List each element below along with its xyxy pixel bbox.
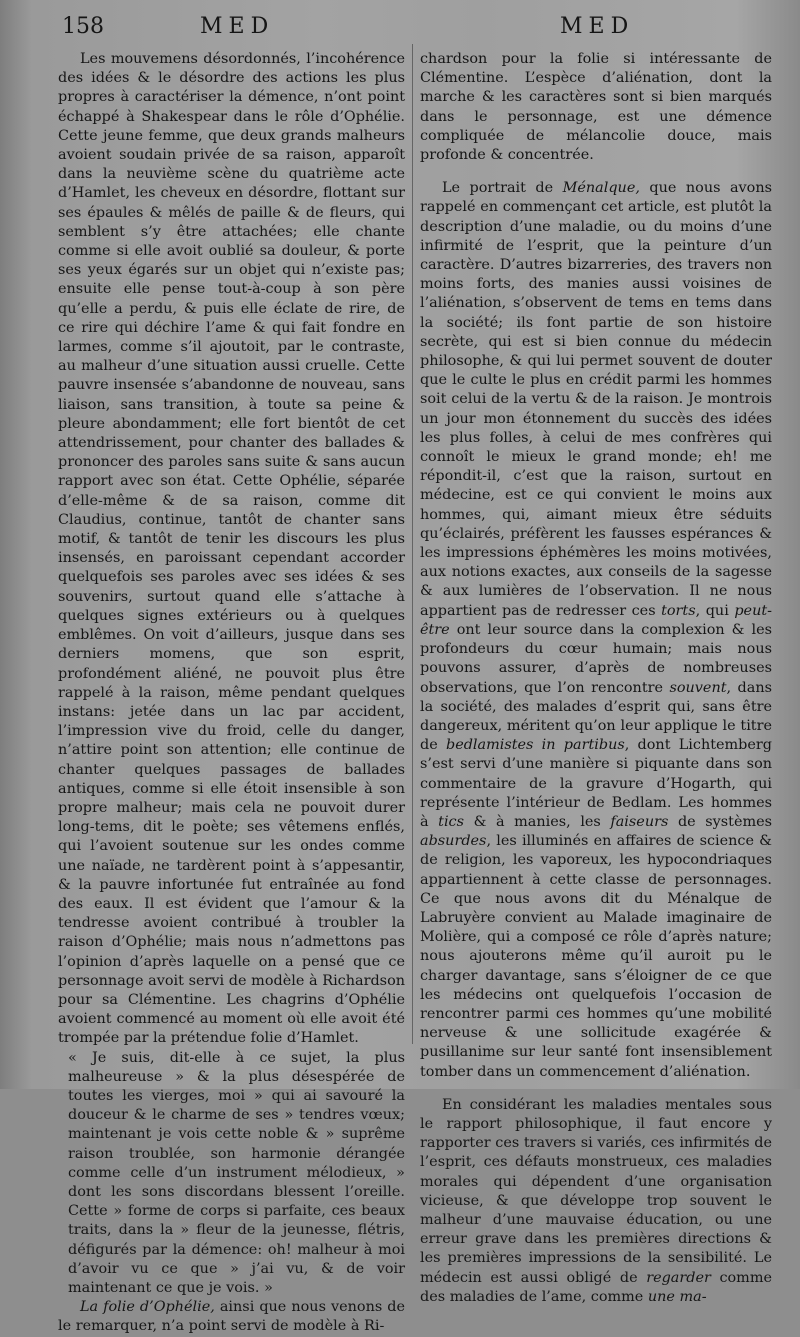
italic-phrase: La folie d’Ophélie, xyxy=(80,1299,215,1316)
paragraph-maladies-mentales xyxy=(420,1096,772,1307)
paragraph-folie-ophelie xyxy=(58,1298,405,1336)
text-run: , qui xyxy=(695,602,735,619)
italic-word: peut-être xyxy=(420,602,772,638)
page-number: 158 xyxy=(62,14,104,39)
italic-word: absurdes xyxy=(420,833,487,850)
text-run: comme des maladies de l’ame, comme xyxy=(420,1269,772,1305)
ophelie-quotation: « Je suis, dit-elle à ce sujet, la plus malheureuse » & la plus désespérée de toutes les vierges, moi » qui ai savouré la douceur & le charme de ses » tendres vœux; maintenant je vois cette noble & » suprême raison troublée, son harmonie dérangée comme celle d’un instrument mélodieux, » dont les sons discordans blessent l’oreille. Cette » forme de corps si parfaite, ces beaux traits, dans la » fleur de la jeunesse, flétris, défigurés par la démence: oh! malheur à moi d’avoir vu ce que » j’ai vu, & de voir maintenant ce que je vois. » xyxy=(68,1049,405,1296)
text-run: & à manies, les xyxy=(464,813,611,830)
italic-word: torts xyxy=(661,602,696,619)
italic-word: souvent xyxy=(669,679,727,696)
right-column xyxy=(420,50,773,1305)
text-run: ont leur source dans la complexion & les profondeurs du cœur humain; mais nous pouvons assurer, d’après de nombreuses observations, que l’on rencontre xyxy=(420,621,772,696)
headword-right: MED xyxy=(560,14,635,39)
running-header xyxy=(0,14,800,44)
headword-left: MED xyxy=(200,14,275,39)
text-run: , dont Lichtemberg s’est servi d’une manière si piquante dans son commentaire de la gravure d’Hogarth, qui représente l’intérieur de Bedlam. Les hommes à xyxy=(420,737,772,830)
paragraph-menalque xyxy=(420,179,772,1082)
left-column xyxy=(58,50,405,1335)
text-run: de systèmes xyxy=(668,813,773,830)
text-run: , les illuminés en affaires de science & de religion, les vaporeux, les hypocondriaques appartiennent à cette classe de personnages. Ce que nous avons dit du Ménalque de Labruyère convient au Malade imaginaire de Molière, qui a composé ce rôle d’après nature; nous ajouterons même qu’il auroit pu le charger davantage, sans s’éloigner de ce que les médecins ont quelquefois l’occasion de rencontrer parmi ces hommes qu’une mobilité nerveuse & une sollicitude exagérée & pusillanime sur leur santé font insensiblement tomber dans un commencement d’aliénation. xyxy=(420,833,772,1080)
text-run: , dans la société, des malades d’esprit qui, sans être dangereux, méritent qu’on leur applique le titre de xyxy=(420,679,772,754)
italic-word: bedlamistes in partibus xyxy=(445,737,625,754)
italic-word: Ménalque, xyxy=(562,180,640,197)
text-run: que nous avons rappelé en commençant cet article, est plutôt la description d’une maladie, ou du moins d’une infirmité de l’esprit, que la peinture d’un caractère. D’autres bizarreries, des travers non moins forts, des manies aussi voisines de l’aliénation, s’observent de tems en tems dans la société; ils font partie de son histoire secrète, qui est si bien connue du médecin philosophe, & qui lui permet souvent de douter que le culte le plus en crédit parmi les hommes soit celui de la vertu & de la raison. Je montrois un jour mon étonnement du succès des idées les plus folles, à celui de mes confrères qui connoît le mieux le grand monde; eh! me répondit-il, c’est que la raison, surtout en médecine, est ce qui convient le moins aux hommes, qui, aimant mieux être séduits qu’éclairés, préfèrent les fausses espérances & les impressions éphémères les moins motivées, aux notions exactes, aux conseils de la sagesse & aux lumières de l’observation. Il ne nous appartient pas de redresser ces xyxy=(420,180,772,619)
column-rule xyxy=(412,44,413,1044)
italic-word: tics xyxy=(438,813,465,830)
text-run: En considérant les maladies mentales sous le rapport philosophique, il faut encore y rapporter ces travers si variés, ces infirmités de l’esprit, ces défauts monstrueux, ces maladies morales qui dépendent d’une organisation vicieuse, & que développe trop souvent le malheur d’une mauvaise éducation, ou une erreur grave dans les premières directions & les premières impressions de la sensibilité. Le médecin est aussi obligé de xyxy=(420,1096,772,1286)
italic-word: une ma- xyxy=(647,1288,707,1305)
paragraph-ophelie: Les mouvemens désordonnés, l’incohérence des idées & le désordre des actions les plus propres à caractériser la démence, n’ont point échappé à Shakespear dans le rôle d’Ophélie. Cette jeune femme, que deux grands malheurs avoient soudain privée de sa raison, apparoît dans la neuvième scène du quatrième acte d’Hamlet, les cheveux en désordre, flottant sur ses épaules & mêlés de paille & de fleurs, qui semblent s’y être attachées; elle chante comme si elle avoit oublié sa douleur, & porte ses yeux égarés sur un objet qui n’existe pas; ensuite elle pense tout-à-coup à son père qu’elle a perdu, & puis elle éclate de rire, de ce rire qui déchire l’ame & qui fait fondre en larmes, comme s’il ajoutoit, par le contraste, au malheur d’une situation aussi cruelle. Cette pauvre insensée s’abandonne de nouveau, sans liaison, sans transition, à toute sa peine & pleure abondamment; elle fort bientôt de cet attendrissement, pour chanter des ballades & prononcer des paroles sans suite & sans aucun rapport avec son état. Cette Ophélie, séparée d’elle-même & de sa raison, comme dit Claudius, continue, tantôt de chanter sans motif, & tantôt de tenir les discours les plus insensés, en paroissant cependant accorder quelquefois ses paroles avec ses idées & ses souvenirs, surtout quand elle s’attache à quelques signes extérieurs ou à quelques emblêmes. On voit d’ailleurs, jusque dans ses derniers momens, que son esprit, profondément aliéné, ne pouvoit plus être rappelé à la raison, même pendant quelques instans: jetée dans un lac par accident, l’impression vive du froid, celle du danger, n’attire point son attention; elle continue de chanter quelques passages de ballades antiques, comme si elle étoit insensible à son propre malheur; mais cela ne pouvoit durer long-tems, dit le poète; ses vêtemens enflés, qui l’avoient soutenue sur les ondes comme une naïade, ne tardèrent point à s’appesantir, & la pauvre infortunée fut entraînée au fond des eaux. Il est évident que l’amour & la tendresse avoient contribué à troubler la raison d’Ophélie; mais nous n’admettons pas l’opinion d’après laquelle on a pensé que ce personnage avoit servi de modèle à Richardson pour sa Clémentine. Les chagrins d’Ophélie avoient commencé au moment où elle avoit été trompée par la prétendue folie d’Hamlet. xyxy=(58,51,405,1047)
italic-word: faiseurs xyxy=(610,813,669,830)
text-run: ainsi que nous venons de le remarquer, n’a point servi de modèle à Ri- xyxy=(58,1299,405,1335)
paragraph-clementine: chardson pour la folie si intéressante de Clémentine. L’espèce d’aliénation, dont la marche & les caractères sont si bien marqués dans le personnage, est une démence compliquée de mélancolie douce, mais profonde & concentrée. xyxy=(420,51,772,164)
italic-word: regarder xyxy=(646,1269,711,1286)
text-run: Le portrait de xyxy=(442,180,563,197)
